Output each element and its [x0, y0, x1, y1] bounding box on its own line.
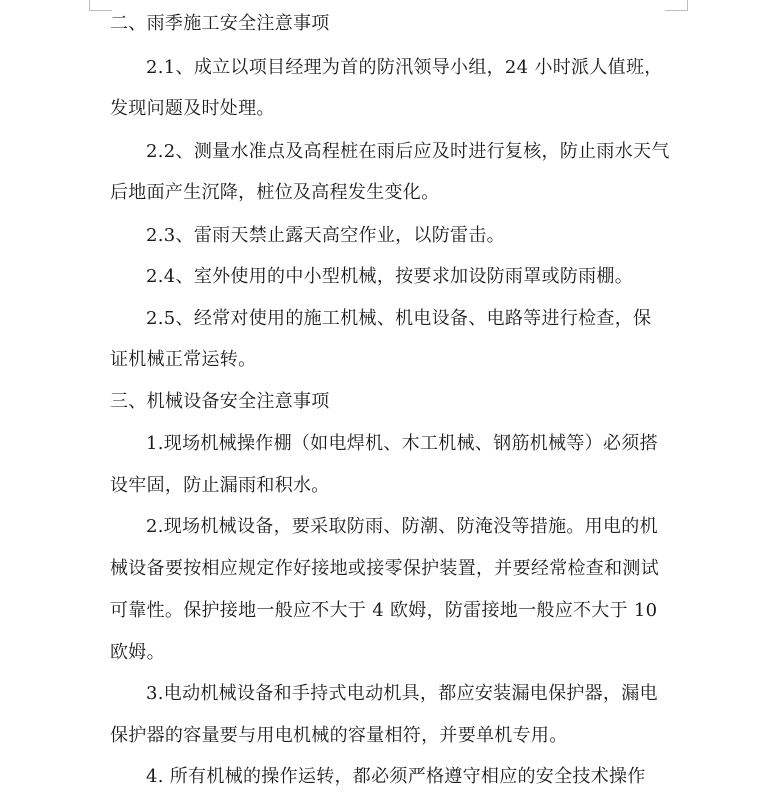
- paragraph-line: 3.电动机械设备和手持式电动机具，都应安装漏电保护器，漏电: [146, 683, 658, 704]
- paragraph-line: 2.1、成立以项目经理为首的防汛领导小组，24 小时派人值班，: [146, 57, 663, 78]
- section-heading-rain-season: 二、雨季施工安全注意事项: [110, 13, 330, 34]
- paragraph-line: 欧姆。: [110, 642, 165, 663]
- paragraph-line: 2.3、雷雨天禁止露天高空作业，以防雷击。: [146, 225, 505, 246]
- section-heading-machinery: 三、机械设备安全注意事项: [110, 391, 330, 412]
- paragraph-line: 2.5、经常对使用的施工机械、机电设备、电路等进行检查，保: [146, 308, 652, 329]
- paragraph-line: 械设备要按相应规定作好接地或接零保护装置，并要经常检查和测试: [110, 558, 659, 579]
- paragraph-line: 2.2、测量水准点及高程桩在雨后应及时进行复核，防止雨水天气: [146, 141, 670, 162]
- paragraph-line: 发现问题及时处理。: [110, 98, 275, 119]
- paragraph-line: 1.现场机械操作棚（如电焊机、木工机械、钢筋机械等）必须搭: [146, 433, 658, 454]
- paragraph-line: 2.4、室外使用的中小型机械，按要求加设防雨罩或防雨棚。: [146, 266, 634, 287]
- paragraph-line: 保护器的容量要与用电机械的容量相符，并要单机专用。: [110, 725, 568, 746]
- paragraph-line: 可靠性。保护接地一般应不大于 4 欧姆，防雷接地一般应不大于 10: [110, 600, 658, 621]
- page-corner-mark-left: [89, 0, 112, 11]
- paragraph-line: 设牢固，防止漏雨和积水。: [110, 475, 330, 496]
- paragraph-line: 后地面产生沉降，桩位及高程发生变化。: [110, 182, 440, 203]
- paragraph-line: 4. 所有机械的操作运转，都必须严格遵守相应的安全技术操作: [146, 766, 646, 787]
- paragraph-line: 2.现场机械设备，要采取防雨、防潮、防淹没等措施。用电的机: [146, 516, 658, 537]
- page-corner-mark-right: [665, 0, 688, 11]
- paragraph-line: 证机械正常运转。: [110, 349, 257, 370]
